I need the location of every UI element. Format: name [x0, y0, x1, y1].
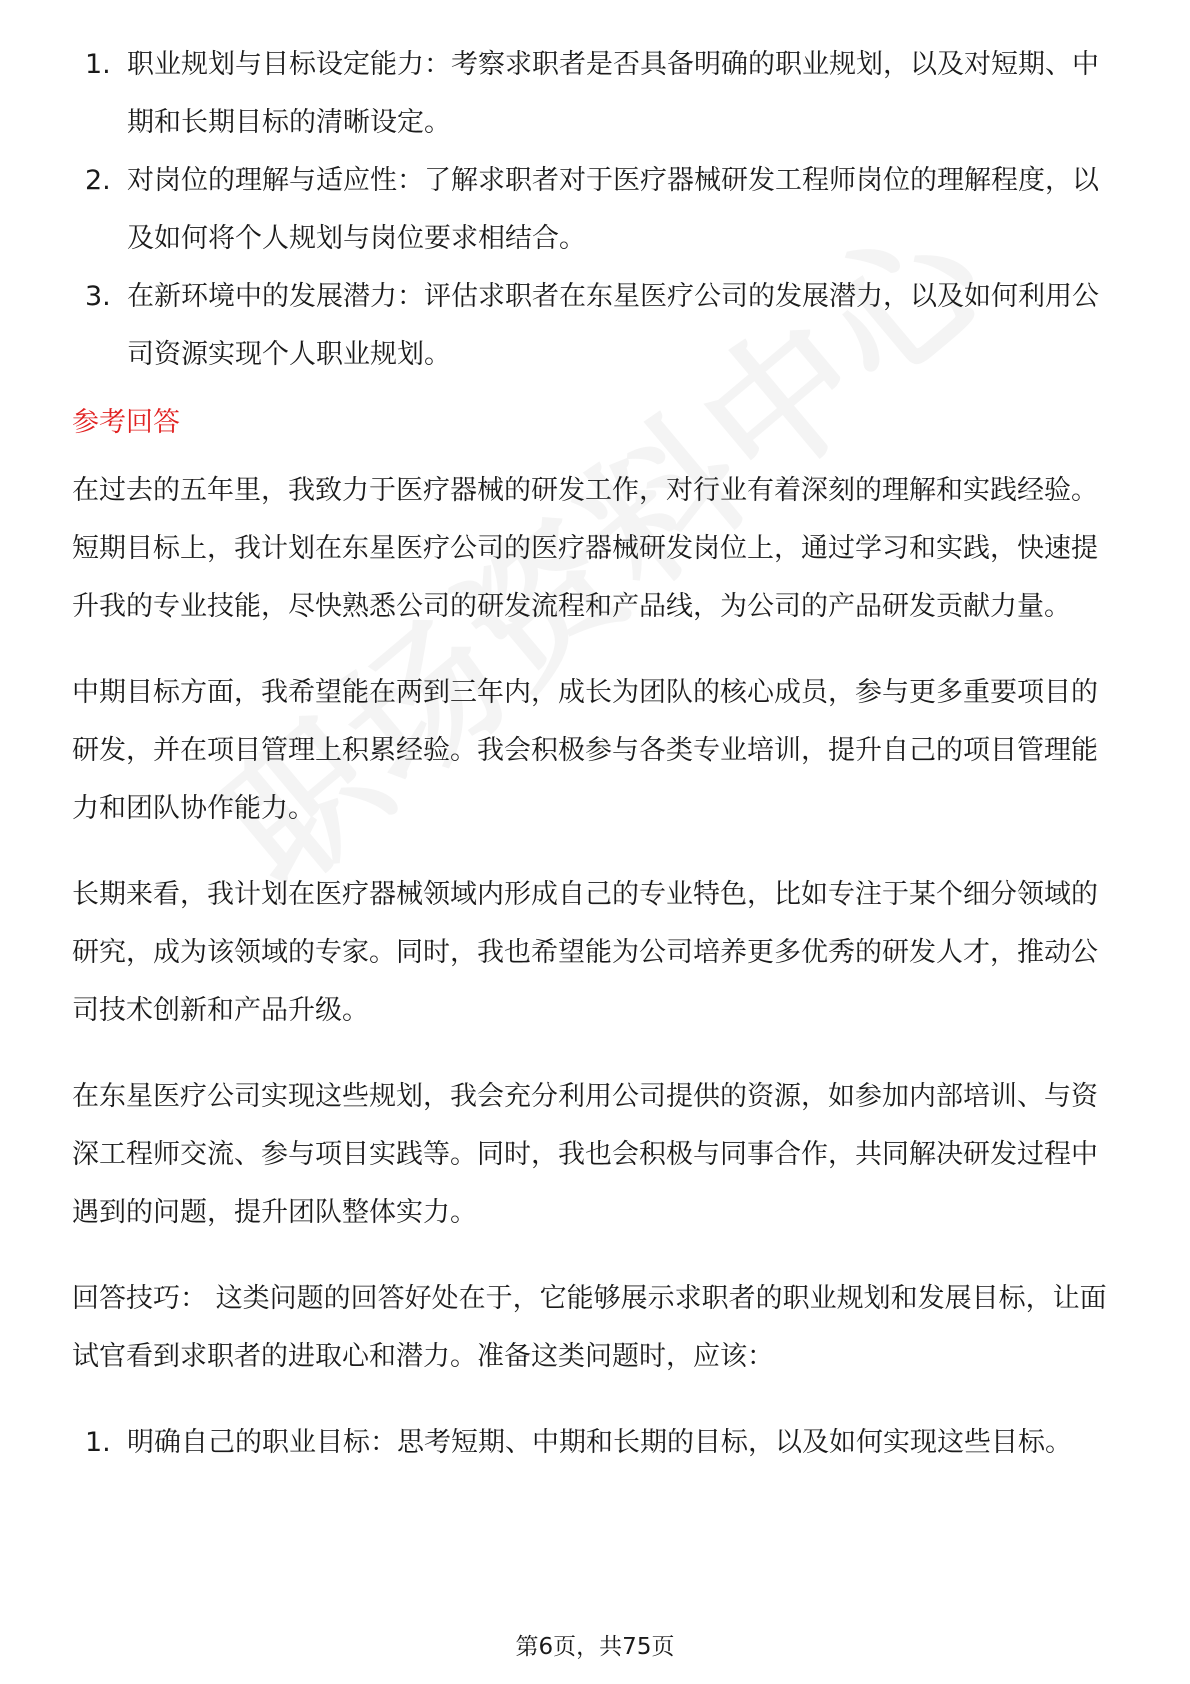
- list-number: 1.: [85, 1427, 111, 1458]
- list-item: [72, 152, 1122, 268]
- list-text: 明确自己的职业目标：思考短期、中期和长期的目标，以及如何实现这些目标。: [127, 1427, 1072, 1458]
- list-text: 职业规划与目标设定能力：考察求职者是否具备明确的职业规划，以及对短期、中期和长期目标的清晰设定。: [127, 49, 1099, 138]
- document-body: [72, 36, 1122, 1472]
- list-number: 2.: [85, 165, 111, 196]
- list-item: [72, 36, 1122, 152]
- list-text: 对岗位的理解与适应性：了解求职者对于医疗器械研发工程师岗位的理解程度，以及如何将个人规划与岗位要求相结合。: [127, 165, 1099, 254]
- list-number: 1.: [85, 49, 111, 80]
- list-number: 3.: [85, 281, 111, 312]
- list-text: 在新环境中的发展潜力：评估求职者在东星医疗公司的发展潜力，以及如何利用公司资源实现个人职业规划。: [127, 281, 1099, 370]
- answer-paragraph: 中期目标方面，我希望能在两到三年内，成长为团队的核心成员，参与更多重要项目的研发，并在项目管理上积累经验。我会积极参与各类专业培训，提升自己的项目管理能力和团队协作能力。: [72, 677, 1098, 824]
- list-item: [72, 268, 1122, 384]
- tips-list: [72, 1414, 1122, 1472]
- list-item: [72, 1414, 1122, 1472]
- answer-heading: 参考回答: [72, 407, 180, 438]
- tips-paragraph: 回答技巧： 这类问题的回答好处在于，它能够展示求职者的职业规划和发展目标，让面试官看到求职者的进取心和潜力。准备这类问题时，应该：: [72, 1283, 1107, 1372]
- answer-paragraph: 长期来看，我计划在医疗器械领域内形成自己的专业特色，比如专注于某个细分领域的研究，成为该领域的专家。同时，我也希望能为公司培养更多优秀的研发人才，推动公司技术创新和产品升级。: [72, 879, 1098, 1026]
- answer-paragraph: 在过去的五年里，我致力于医疗器械的研发工作，对行业有着深刻的理解和实践经验。短期目标上，我计划在东星医疗公司的医疗器械研发岗位上，通过学习和实践，快速提升我的专业技能，尽快熟悉公司的研发流程和产品线，为公司的产品研发贡献力量。: [72, 475, 1098, 622]
- answer-paragraph: 在东星医疗公司实现这些规划，我会充分利用公司提供的资源，如参加内部培训、与资深工程师交流、参与项目实践等。同时，我也会积极与同事合作，共同解决研发过程中遇到的问题，提升团队整体实力。: [72, 1081, 1098, 1228]
- criteria-list: [72, 36, 1122, 384]
- page-footer: 第6页，共75页: [515, 1634, 675, 1660]
